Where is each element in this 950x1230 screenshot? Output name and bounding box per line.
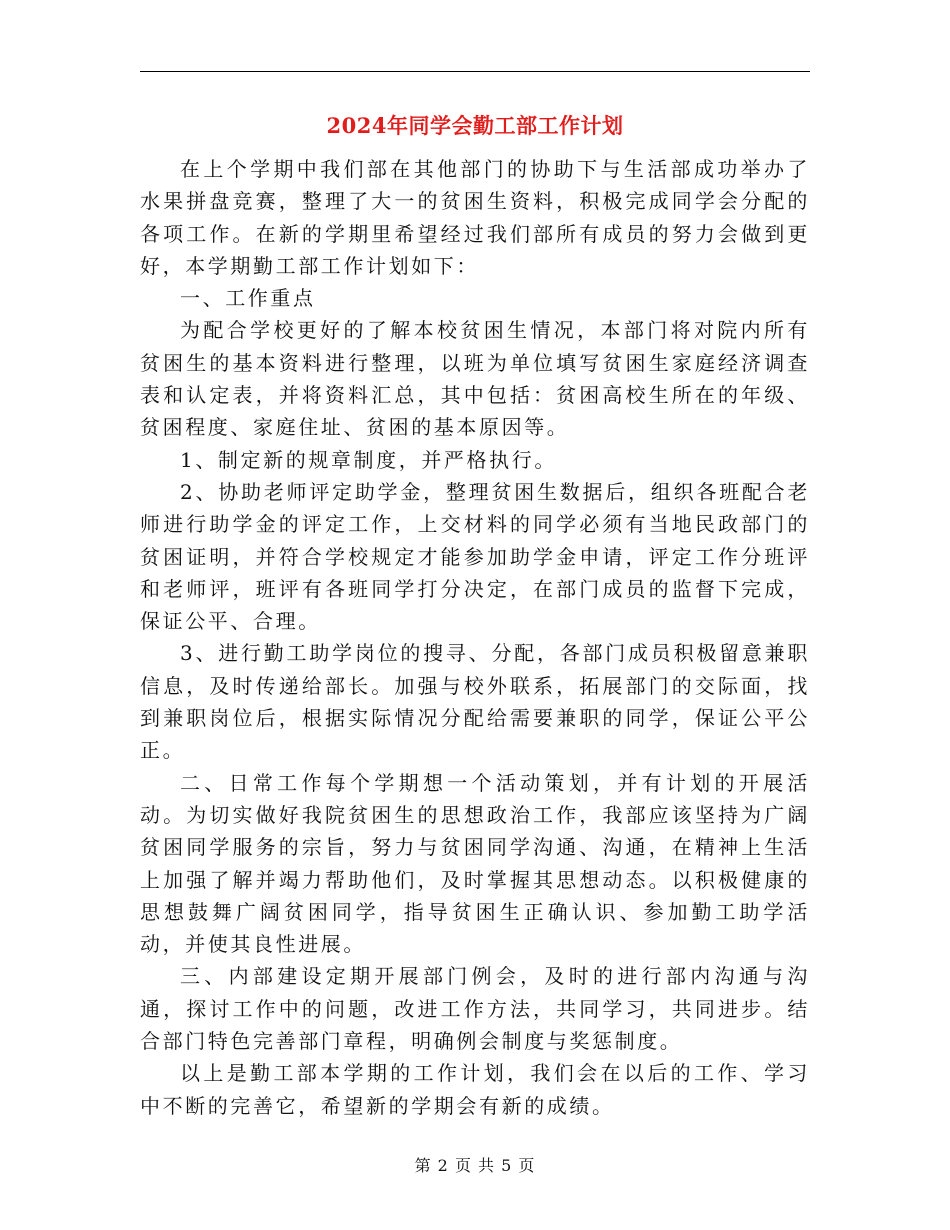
paragraph-conclusion: 以上是勤工部本学期的工作计划，我们会在以后的工作、学习中不断的完善它，希望新的学期会有新的成绩。: [140, 1061, 810, 1118]
paragraph-work-focus: 为配合学校更好的了解本校贫困生情况，本部门将对院内所有贫困生的基本资料进行整理，以班为单位填写贫困生家庭经济调查表和认定表，并将资料汇总，其中包括：贫困高校生所在的年级、贫困程度、家庭住址、贫困的基本原因等。: [140, 318, 810, 440]
heading-work-focus: 一、工作重点: [180, 286, 316, 311]
header-rule: [140, 71, 810, 72]
document-body: [140, 153, 810, 1122]
paragraph-daily-work: 二、日常工作每个学期想一个活动策划，并有计划的开展活动。为切实做好我院贫困生的思想政治工作，我部应该坚持为广阔贫困同学服务的宗旨，努力与贫困同学沟通、沟通，在精神上生活上加强了解并竭力帮助他们，及时掌握其思想动态。以积极健康的思想鼓舞广阔贫困同学，指导贫困生正确认识、参加勤工助学活动，并使其良性进展。: [140, 770, 810, 957]
paragraph-internal-building: 三、内部建设定期开展部门例会，及时的进行部内沟通与沟通，探讨工作中的问题，改进工作方法，共同学习，共同进步。结合部门特色完善部门章程，明确例会制度与奖惩制度。: [140, 964, 810, 1054]
list-item-3: 3、进行勤工助学岗位的搜寻、分配，各部门成员积极留意兼职信息，及时传递给部长。加强与校外联系，拓展部门的交际面，找到兼职岗位后，根据实际情况分配给需要兼职的同学，保证公平公正。: [140, 641, 810, 763]
document-title: 2024年同学会勤工部工作计划: [326, 113, 624, 138]
list-item-2: 2、协助老师评定助学金，整理贫困生数据后，组织各班配合老师进行助学金的评定工作，上交材料的同学必须有当地民政部门的贫困证明，并符合学校规定才能参加助学金申请，评定工作分班评和老师评，班评有各班同学打分决定，在部门成员的监督下完成，保证公平、合理。: [140, 479, 810, 634]
page-number-footer: 第 2 页 共 5 页: [414, 1156, 536, 1175]
paragraph-intro: 在上个学期中我们部在其他部门的协助下与生活部成功举办了水果拼盘竞赛，整理了大一的贫困生资料，积极完成同学会分配的各项工作。在新的学期里希望经过我们部所有成员的努力会做到更好，本学期勤工部工作计划如下：: [140, 157, 810, 278]
list-item-1: 1、制定新的规章制度，并严格执行。: [180, 447, 557, 472]
